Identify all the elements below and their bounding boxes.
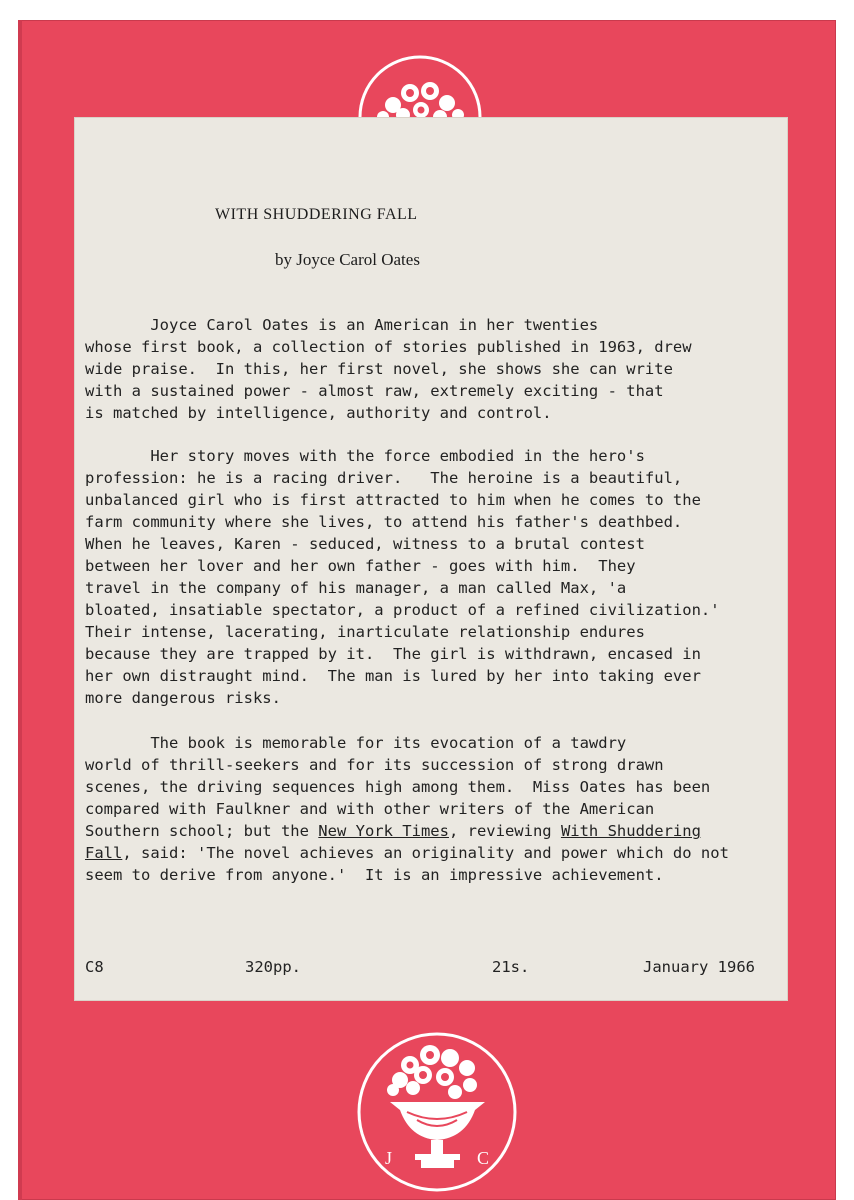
paragraph-line: bloated, insatiable spectator, a product of a refined civilization.' [85,601,720,619]
paragraph-line: scenes, the driving sequences high among them. Miss Oates has been [85,778,711,796]
paragraph-line: The book is memorable for its evocation of a tawdry [85,734,627,752]
paragraph-line [85,842,785,864]
paragraph-line: seem to derive from anyone.' It is an impressive achievement. [85,866,664,884]
publisher-emblem [355,1030,520,1195]
paragraph-2 [85,445,785,709]
cover-edge [18,20,22,1200]
newspaper-title: New York Times [318,822,449,840]
paragraph-line: travel in the company of his manager, a man called Max, 'a [85,579,627,597]
paragraph-line: Her story moves with the force embodied in the hero's [85,447,645,465]
publication-date: January 1966 [643,958,755,976]
book-title-reference: Fall [85,844,123,862]
paragraph-line: unbalanced girl who is first attracted to him when he comes to the [85,491,701,509]
catalog-code: C8 [85,958,104,976]
book-title-reference: With Shuddering [560,822,701,840]
blurb-label [75,118,787,1000]
paragraph-1 [85,314,785,424]
paragraph-line: compared with Faulkner and with other writers of the American [85,800,655,818]
paragraph-line: Joyce Carol Oates is an American in her twenties [85,316,599,334]
book-title: WITH SHUDDERING FALL [215,206,418,223]
page-count: 320pp. [245,958,301,976]
paragraph-line: whose first book, a collection of stories published in 1963, drew [85,338,692,356]
paragraph-line: is matched by intelligence, authority and control. [85,404,552,422]
text-run: , said: 'The novel achieves an originality and power which do not [122,844,729,862]
emblem-letter-j: J [385,1148,393,1168]
paragraph-line: more dangerous risks. [85,689,281,707]
paragraph-line: profession: he is a racing driver. The heroine is a beautiful, [85,469,683,487]
emblem-letter-c: C [477,1148,490,1168]
paragraph-line: because they are trapped by it. The girl is withdrawn, encased in [85,645,701,663]
publisher-emblem-top [355,55,485,123]
paragraph-line: wide praise. In this, her first novel, she shows she can write [85,360,673,378]
paragraph-line: Their intense, lacerating, inarticulate relationship endures [85,623,645,641]
paragraph-line: with a sustained power - almost raw, extremely exciting - that [85,382,664,400]
paragraph-line: between her lover and her own father - goes with him. They [85,557,636,575]
price: 21s. [492,958,530,976]
paragraph-line: her own distraught mind. The man is lured by her into taking ever [85,667,701,685]
paragraph-line: When he leaves, Karen - seduced, witness to a brutal contest [85,535,645,553]
paragraph-3 [85,732,785,886]
text-run: , reviewing [448,822,561,840]
text-run: Southern school; but the [85,822,319,840]
paragraph-line [85,820,785,842]
paragraph-line: world of thrill-seekers and for its succession of strong drawn [85,756,664,774]
paragraph-line: farm community where she lives, to attend his father's deathbed. [85,513,683,531]
book-author: by Joyce Carol Oates [275,250,420,269]
